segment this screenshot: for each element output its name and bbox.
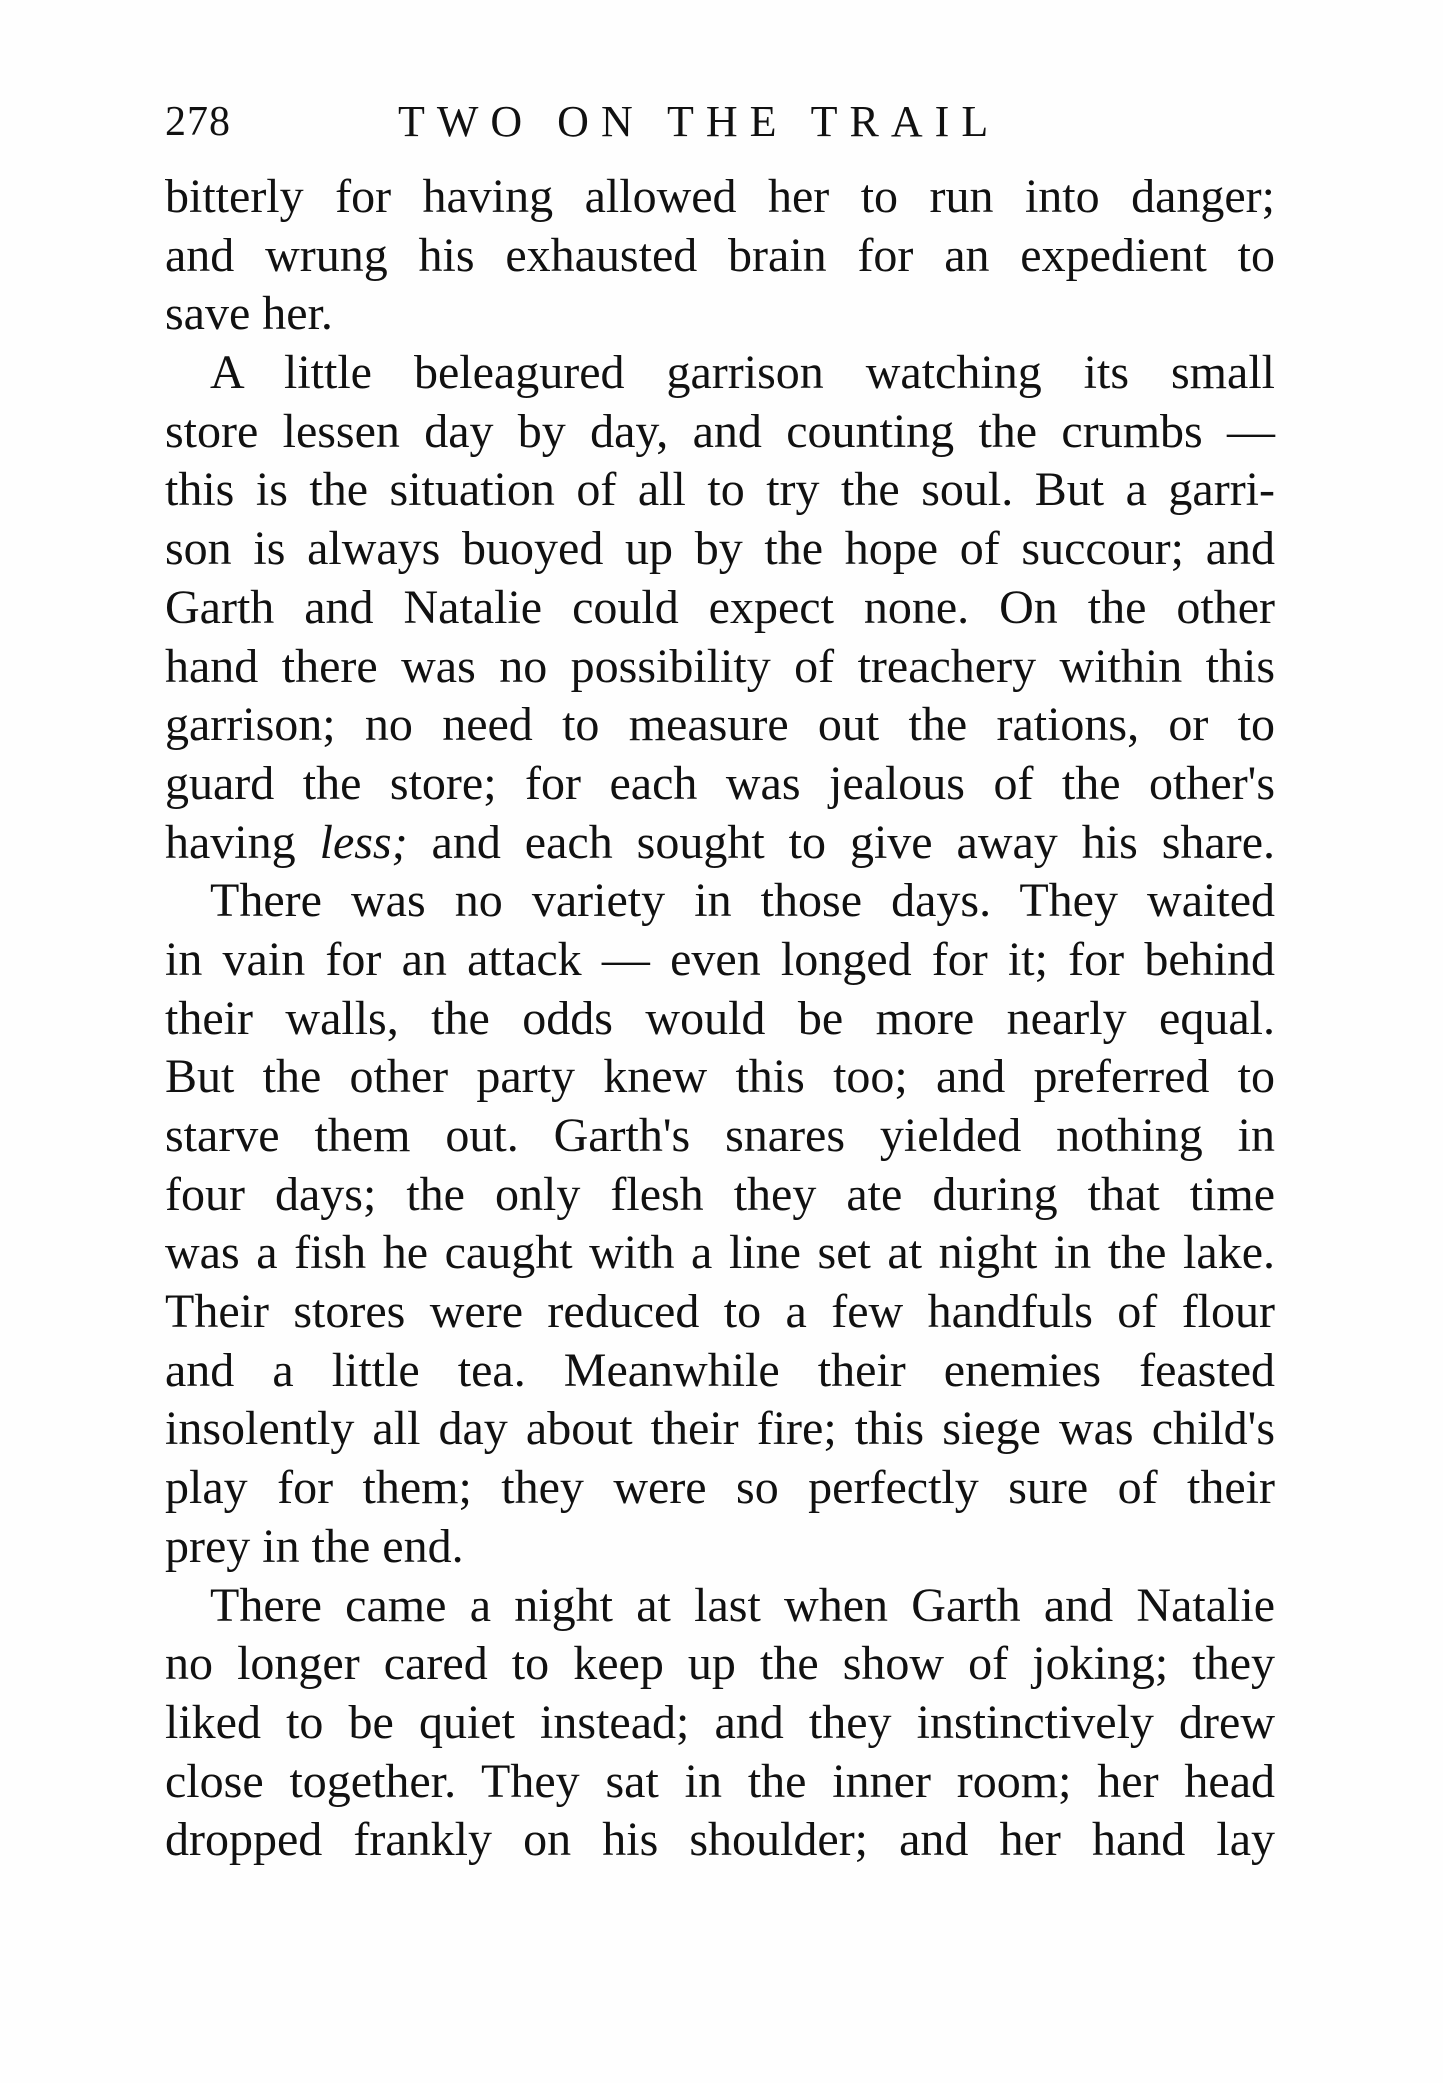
text-segment: having — [165, 815, 320, 869]
text-line: close together. They sat in the inner room; her head — [165, 1754, 1275, 1808]
paragraph-start-line: There came a night at last when Garth and Natalie — [210, 1578, 1275, 1632]
text-line: bitterly for having allowed her to run into danger; — [165, 170, 1275, 223]
text-line: Their stores were reduced to a few handfuls of flour — [165, 1285, 1275, 1339]
text-line: dropped frankly on his shoulder; and her hand lay — [165, 1813, 1275, 1867]
text-line-with-italic — [165, 814, 1275, 873]
text-line: hand there was no possibility of treachery within this — [165, 639, 1275, 693]
text-line: four days; the only flesh they ate during that time — [165, 1167, 1275, 1221]
text-line: and wrung his exhausted brain for an expedient to — [165, 228, 1275, 282]
text-line: prey in the end. — [165, 1519, 464, 1573]
text-line: garrison; no need to measure out the rations, or to — [165, 698, 1275, 752]
page-number: 278 — [165, 99, 231, 145]
text-line: son is always buoyed up by the hope of succour; and — [165, 522, 1275, 576]
italic-word: less; — [319, 815, 408, 869]
text-line: Garth and Natalie could expect none. On the other — [165, 580, 1275, 634]
body-text — [165, 168, 1275, 1870]
text-line: was a fish he caught with a line set at night in the lake. — [165, 1226, 1275, 1280]
text-line: save her. — [165, 287, 333, 341]
text-line: no longer cared to keep up the show of joking; they — [165, 1637, 1275, 1691]
text-line: insolently all day about their fire; this siege was child's — [165, 1402, 1275, 1456]
text-line: store lessen day by day, and counting the crumbs — — [165, 404, 1275, 458]
text-line: starve them out. Garth's snares yielded nothing in — [165, 1109, 1275, 1162]
page-header — [165, 92, 1275, 152]
text-segment: and each sought to give away his share. — [407, 815, 1276, 869]
running-title: TWO ON THE TRAIL — [398, 97, 1001, 146]
paragraph-start-line: There was no variety in those days. They waited — [210, 874, 1275, 928]
text-line: liked to be quiet instead; and they instinctively drew — [165, 1695, 1275, 1749]
text-line: in vain for an attack — even longed for it; for behind — [165, 932, 1275, 986]
text-line: guard the store; for each was jealous of the other's — [165, 756, 1275, 810]
text-line: and a little tea. Meanwhile their enemies feasted — [165, 1343, 1275, 1397]
text-line: this is the situation of all to try the soul. But a garri- — [165, 463, 1275, 517]
text-line: their walls, the odds would be more nearly equal. — [165, 991, 1275, 1045]
paragraph-start-line: A little beleagured garrison watching its small — [210, 346, 1275, 400]
text-line: But the other party knew this too; and preferred to — [165, 1050, 1275, 1104]
text-line: play for them; they were so perfectly sure of their — [165, 1461, 1275, 1515]
